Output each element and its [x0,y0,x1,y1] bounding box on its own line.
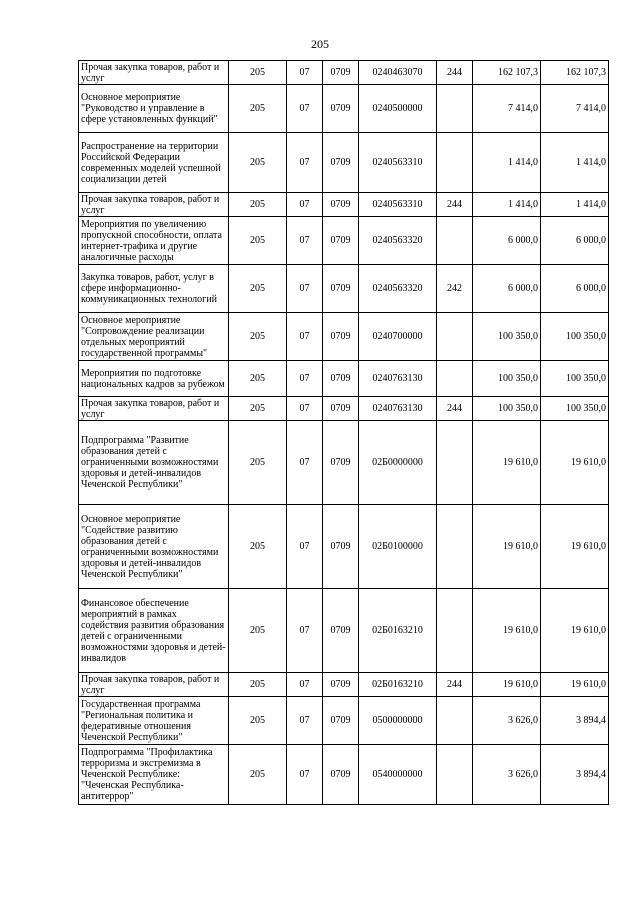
row-name-cell: Прочая закупка товаров, работ и услуг [79,673,229,697]
subsection-code-cell: 0709 [323,265,359,313]
subsection-code-cell: 0709 [323,397,359,421]
ministry-code-cell: 205 [229,397,287,421]
subsection-code-cell: 0709 [323,61,359,85]
amount-cell: 100 350,0 [541,397,609,421]
target-article-cell: 02Б0163210 [359,589,437,673]
amount-cell: 6 000,0 [541,217,609,265]
table-row [79,697,609,745]
expense-type-cell: 244 [437,61,473,85]
section-code-cell: 07 [287,85,323,133]
amount-cell: 19 610,0 [473,673,541,697]
amount-cell: 19 610,0 [473,421,541,505]
section-code-cell: 07 [287,265,323,313]
expense-type-cell: 242 [437,265,473,313]
expense-type-cell [437,361,473,397]
table-row [79,133,609,193]
subsection-code-cell: 0709 [323,133,359,193]
section-code-cell: 07 [287,745,323,805]
row-name-cell: Подпрограмма "Профилактика терроризма и экстремизма в Чеченской Республике: "Чеченская Республика-антитеррор" [79,745,229,805]
subsection-code-cell: 0709 [323,505,359,589]
table-row [79,313,609,361]
ministry-code-cell: 205 [229,217,287,265]
section-code-cell: 07 [287,133,323,193]
expense-type-cell: 244 [437,397,473,421]
section-code-cell: 07 [287,697,323,745]
amount-cell: 162 107,3 [541,61,609,85]
ministry-code-cell: 205 [229,85,287,133]
ministry-code-cell: 205 [229,61,287,85]
target-article-cell: 0240700000 [359,313,437,361]
row-name-cell: Мероприятия по увеличению пропускной способности, оплата интернет-трафика и другие аналогичные расходы [79,217,229,265]
subsection-code-cell: 0709 [323,421,359,505]
ministry-code-cell: 205 [229,745,287,805]
section-code-cell: 07 [287,61,323,85]
ministry-code-cell: 205 [229,505,287,589]
expense-type-cell [437,85,473,133]
amount-cell: 7 414,0 [473,85,541,133]
table-row [79,397,609,421]
target-article-cell: 0540000000 [359,745,437,805]
amount-cell: 1 414,0 [473,133,541,193]
expense-type-cell [437,217,473,265]
target-article-cell: 02Б0100000 [359,505,437,589]
ministry-code-cell: 205 [229,265,287,313]
amount-cell: 100 350,0 [473,361,541,397]
amount-cell: 100 350,0 [541,361,609,397]
target-article-cell: 02Б0000000 [359,421,437,505]
amount-cell: 1 414,0 [541,133,609,193]
ministry-code-cell: 205 [229,673,287,697]
expense-type-cell [437,505,473,589]
table-row [79,421,609,505]
amount-cell: 100 350,0 [473,313,541,361]
table-row [79,673,609,697]
amount-cell: 19 610,0 [473,589,541,673]
table-row [79,361,609,397]
ministry-code-cell: 205 [229,193,287,217]
ministry-code-cell: 205 [229,313,287,361]
row-name-cell: Распространение на территории Российской Федерации современных моделей успешной социализации детей [79,133,229,193]
amount-cell: 7 414,0 [541,85,609,133]
target-article-cell: 02Б0163210 [359,673,437,697]
row-name-cell: Основное мероприятие "Руководство и управление в сфере установленных функций" [79,85,229,133]
table-row [79,193,609,217]
row-name-cell: Прочая закупка товаров, работ и услуг [79,61,229,85]
expense-type-cell [437,589,473,673]
table-body [79,61,609,805]
amount-cell: 6 000,0 [473,217,541,265]
row-name-cell: Основное мероприятие "Содействие развитию образования детей с ограниченными возможностями здоровья и детей-инвалидов Чеченской Республики" [79,505,229,589]
expense-type-cell [437,421,473,505]
subsection-code-cell: 0709 [323,217,359,265]
table-row [79,505,609,589]
expense-type-cell [437,697,473,745]
expense-type-cell [437,745,473,805]
target-article-cell: 0240563310 [359,193,437,217]
subsection-code-cell: 0709 [323,697,359,745]
amount-cell: 100 350,0 [473,397,541,421]
amount-cell: 1 414,0 [473,193,541,217]
target-article-cell: 0240500000 [359,85,437,133]
expense-type-cell: 244 [437,193,473,217]
row-name-cell: Подпрограмма "Развитие образования детей с ограниченными возможностями здоровья и детей-инвалидов Чеченской Республики" [79,421,229,505]
section-code-cell: 07 [287,421,323,505]
amount-cell: 19 610,0 [541,505,609,589]
subsection-code-cell: 0709 [323,193,359,217]
ministry-code-cell: 205 [229,361,287,397]
section-code-cell: 07 [287,193,323,217]
amount-cell: 6 000,0 [541,265,609,313]
amount-cell: 19 610,0 [541,421,609,505]
subsection-code-cell: 0709 [323,745,359,805]
subsection-code-cell: 0709 [323,361,359,397]
section-code-cell: 07 [287,217,323,265]
row-name-cell: Основное мероприятие "Сопровождение реализации отдельных мероприятий государственной программы" [79,313,229,361]
table-row [79,589,609,673]
section-code-cell: 07 [287,361,323,397]
section-code-cell: 07 [287,397,323,421]
expense-type-cell: 244 [437,673,473,697]
amount-cell: 100 350,0 [541,313,609,361]
ministry-code-cell: 205 [229,421,287,505]
table-row [79,265,609,313]
row-name-cell: Закупка товаров, работ, услуг в сфере информационно-коммуникационных технологий [79,265,229,313]
target-article-cell: 0240563310 [359,133,437,193]
amount-cell: 19 610,0 [541,673,609,697]
row-name-cell: Прочая закупка товаров, работ и услуг [79,193,229,217]
expense-type-cell [437,313,473,361]
section-code-cell: 07 [287,505,323,589]
target-article-cell: 0240763130 [359,397,437,421]
target-article-cell: 0240563320 [359,217,437,265]
row-name-cell: Мероприятия по подготовке национальных кадров за рубежом [79,361,229,397]
amount-cell: 3 894,4 [541,745,609,805]
amount-cell: 19 610,0 [541,589,609,673]
page-number: 205 [311,37,329,51]
subsection-code-cell: 0709 [323,313,359,361]
target-article-cell: 0240463070 [359,61,437,85]
table-row [79,61,609,85]
amount-cell: 3 894,4 [541,697,609,745]
ministry-code-cell: 205 [229,133,287,193]
subsection-code-cell: 0709 [323,85,359,133]
amount-cell: 3 626,0 [473,745,541,805]
subsection-code-cell: 0709 [323,673,359,697]
row-name-cell: Государственная программа "Региональная политика и федеративные отношения Чеченской Республики" [79,697,229,745]
table-row [79,85,609,133]
subsection-code-cell: 0709 [323,589,359,673]
row-name-cell: Финансовое обеспечение мероприятий в рамках содействия развития образования детей с ограниченными возможностями здоровья и детей-инвалидов [79,589,229,673]
section-code-cell: 07 [287,313,323,361]
expense-type-cell [437,133,473,193]
target-article-cell: 0240563320 [359,265,437,313]
amount-cell: 1 414,0 [541,193,609,217]
table-row [79,217,609,265]
section-code-cell: 07 [287,673,323,697]
amount-cell: 3 626,0 [473,697,541,745]
ministry-code-cell: 205 [229,697,287,745]
section-code-cell: 07 [287,589,323,673]
ministry-code-cell: 205 [229,589,287,673]
budget-table [78,60,609,805]
amount-cell: 19 610,0 [473,505,541,589]
target-article-cell: 0500000000 [359,697,437,745]
target-article-cell: 0240763130 [359,361,437,397]
table-row [79,745,609,805]
amount-cell: 6 000,0 [473,265,541,313]
row-name-cell: Прочая закупка товаров, работ и услуг [79,397,229,421]
amount-cell: 162 107,3 [473,61,541,85]
